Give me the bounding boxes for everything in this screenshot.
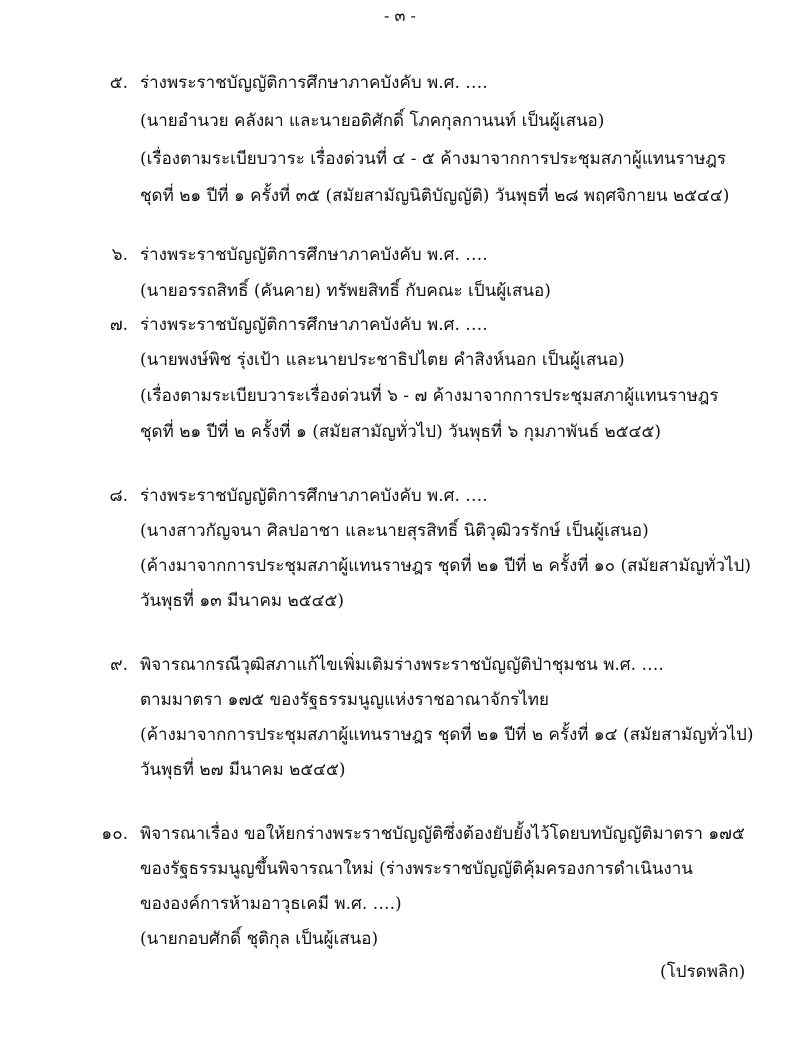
item-proposer: (นายอรรถสิทธิ์ (คันคาย) ทรัพยสิทธิ์ กับคณะ เป็นผู้เสนอ)	[140, 281, 551, 301]
item-number: ๑๐.	[101, 824, 128, 844]
item-number: ๖.	[111, 245, 128, 265]
item-note: วันพุธที่ ๑๓ มีนาคม ๒๕๔๕)	[140, 591, 344, 611]
item-number: ๗.	[109, 315, 128, 335]
item-note: ชุดที่ ๒๑ ปีที่ ๑ ครั้งที่ ๓๕ (สมัยสามัญนิติบัญญัติ) วันพุธที่ ๒๘ พฤศจิกายน ๒๕๔๔)	[140, 186, 730, 206]
item-note: (ค้างมาจากการประชุมสภาผู้แทนราษฎร ชุดที่ ๒๑ ปีที่ ๒ ครั้งที่ ๑๐ (สมัยสามัญทั่วไป)	[140, 556, 751, 576]
item-note: วันพุธที่ ๒๗ มีนาคม ๒๕๔๕)	[140, 760, 346, 780]
item-proposer: (นายอำนวย คลังผา และนายอดิศักดิ์ โภคกุลกานนท์ เป็นผู้เสนอ)	[140, 111, 605, 131]
page-number: - ๓ -	[384, 6, 416, 25]
item-number: ๙.	[110, 655, 128, 675]
item-note: ตามมาตรา ๑๗๕ ของรัฐธรรมนูญแห่งราชอาณาจักรไทย	[140, 690, 549, 710]
item-note: (เรื่องตามระเบียบวาระ เรื่องด่วนที่ ๔ - ๕ ค้างมาจากการประชุมสภาผู้แทนราษฎร	[140, 149, 727, 169]
item-title: ร่างพระราชบัญญัติการศึกษาภาคบังคับ พ.ศ. ….	[140, 486, 488, 506]
item-note: ขององค์การห้ามอาวุธเคมี พ.ศ. ….)	[140, 894, 402, 914]
item-number: ๕.	[109, 73, 128, 93]
item-note: ชุดที่ ๒๑ ปีที่ ๒ ครั้งที่ ๑ (สมัยสามัญทั่วไป) วันพุธที่ ๖ กุมภาพันธ์ ๒๕๔๕)	[140, 422, 661, 442]
item-note: (เรื่องตามระเบียบวาระเรื่องด่วนที่ ๖ - ๗ ค้างมาจากการประชุมสภาผู้แทนราษฎร	[140, 386, 719, 406]
item-proposer: (นายกอบศักดิ์ ชุติกุล เป็นผู้เสนอ)	[140, 929, 379, 949]
item-number: ๘.	[109, 486, 128, 506]
item-proposer: (นายพงษ์พิช รุ่งเป้า และนายประชาธิปไตย คำสิงห์นอก เป็นผู้เสนอ)	[140, 350, 625, 370]
please-turn-note: (โปรดพลิก)	[660, 962, 746, 982]
item-title: ร่างพระราชบัญญัติการศึกษาภาคบังคับ พ.ศ. ….	[140, 315, 488, 335]
item-title: ร่างพระราชบัญญัติการศึกษาภาคบังคับ พ.ศ. ….	[140, 245, 488, 265]
item-title: พิจารณาเรื่อง ขอให้ยกร่างพระราชบัญญัติซึ่งต้องยับยั้งไว้โดยบทบัญญัติมาตรา ๑๗๕	[140, 824, 745, 844]
item-note: ของรัฐธรรมนูญขึ้นพิจารณาใหม่ (ร่างพระราชบัญญัติคุ้มครองการดำเนินงาน	[140, 859, 693, 879]
item-title: ร่างพระราชบัญญัติการศึกษาภาคบังคับ พ.ศ. ….	[140, 73, 488, 93]
item-note: (ค้างมาจากการประชุมสภาผู้แทนราษฎร ชุดที่ ๒๑ ปีที่ ๒ ครั้งที่ ๑๔ (สมัยสามัญทั่วไป)	[140, 725, 754, 745]
item-title: พิจารณากรณีวุฒิสภาแก้ไขเพิ่มเติมร่างพระราชบัญญัติป่าชุมชน พ.ศ. ….	[140, 655, 664, 675]
item-proposer: (นางสาวกัญจนา ศิลปอาชา และนายสุรสิทธิ์ นิติวุฒิวรรักษ์ เป็นผู้เสนอ)	[140, 521, 649, 541]
